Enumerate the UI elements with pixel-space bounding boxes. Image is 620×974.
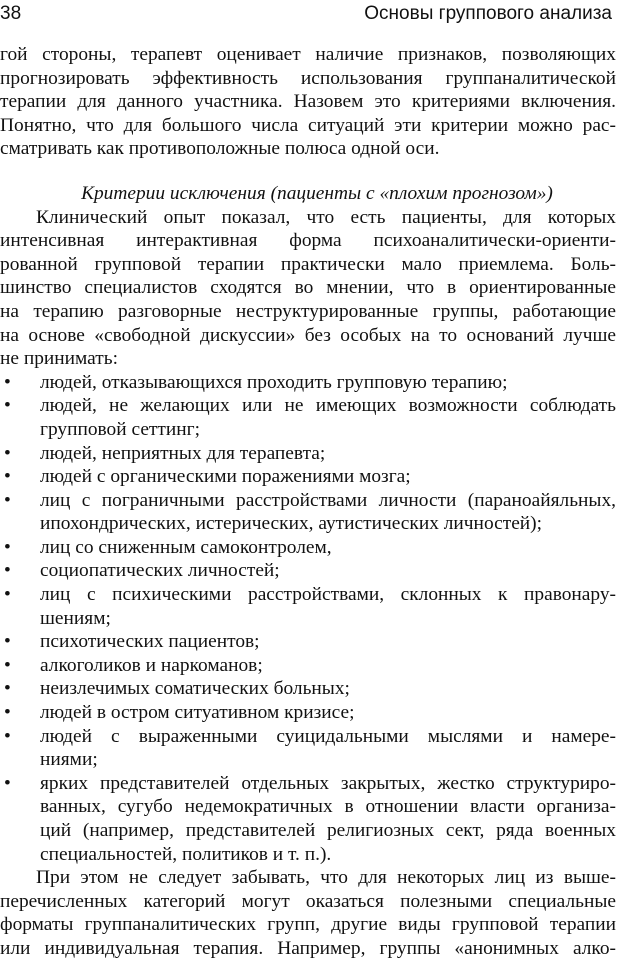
text-line: терапии для данного участника. Назовем это критериями включения. (0, 91, 616, 113)
text-line: прогнозировать эффективность использования группаналитической (0, 67, 616, 89)
text-line: или индивидуальная терапия. Например, группы «анонимных алко- (0, 937, 616, 959)
list-item (0, 465, 616, 489)
text-line: При этом не следует забывать, что для некоторых лиц из выше- (36, 867, 616, 889)
list-item (0, 630, 616, 654)
bullet-icon: • (4, 772, 11, 794)
list-item-line: шениям; (40, 607, 111, 629)
list-item (0, 442, 616, 466)
page-body (0, 43, 616, 961)
list-item-line: психотических пациентов; (40, 631, 260, 653)
list-item-line: социопатических личностей; (40, 560, 280, 582)
list-item-line: лиц с пограничными расстройствами личности (параноайяльных, (40, 489, 616, 511)
list-item (0, 536, 616, 560)
list-item-line: ванных, сугубо недемократичных в отношении власти организа- (40, 796, 616, 818)
list-item-line: людей, неприятных для терапевта; (40, 442, 326, 464)
list-item (0, 583, 616, 630)
text-line: рованной групповой терапии практически мало приемлема. Боль- (0, 253, 616, 275)
bullet-icon: • (4, 560, 11, 582)
bullet-icon: • (4, 584, 11, 606)
text-line: гой стороны, терапевт оценивает наличие признаков, позволяющих (0, 44, 616, 65)
list-item-line: неизлечимых соматических больных; (40, 678, 350, 700)
section-subheading: Критерии исключения (пациенты с «плохим прогнозом») (81, 182, 553, 204)
list-item-line: ций (например, представителей религиозных сект, ряда военных (40, 820, 616, 841)
list-item-line: людей в остром ситуативном кризисе; (40, 702, 355, 724)
exclusion-criteria-list (0, 371, 616, 866)
list-item-line: лиц со сниженным самоконтролем, (40, 536, 332, 558)
text-line: Понятно, что для большого числа ситуаций эти критерии можно рас- (0, 114, 616, 136)
bullet-icon: • (4, 631, 11, 653)
text-line: Клинический опыт показал, что есть пациенты, для которых (36, 206, 616, 228)
list-item (0, 725, 616, 772)
list-item-line: ниями; (40, 749, 98, 771)
text-line: шинство специалистов сходятся во мнении, что в ориентированные (0, 277, 616, 299)
bullet-icon: • (4, 725, 11, 747)
list-item (0, 677, 616, 701)
bullet-icon: • (4, 654, 11, 676)
list-item-line: людей, отказывающихся проходить групповую терапию; (40, 371, 508, 393)
list-item (0, 772, 616, 866)
list-item (0, 489, 616, 536)
list-item (0, 701, 616, 725)
list-item-line: алкоголиков и наркоманов; (40, 654, 263, 676)
list-item (0, 371, 616, 395)
paragraph-intro (0, 206, 616, 371)
text-line: форматы группаналитических групп, другие виды групповой терапии (0, 914, 616, 936)
paragraph-closing (0, 866, 616, 960)
text-line: сматривать как противоположные полюса одной оси. (0, 138, 440, 160)
bullet-icon: • (4, 678, 11, 700)
text-line: перечисленных категорий могут оказаться полезными специальные (0, 890, 616, 912)
bullet-icon: • (4, 489, 11, 511)
page-header (0, 0, 620, 28)
list-item-line: групповой сеттинг; (40, 418, 200, 440)
list-item-line: ярких представителей отдельных закрытых, жестко структуриро- (40, 772, 616, 794)
bullet-icon: • (4, 371, 11, 393)
list-item-line: лиц с психическими расстройствами, склонных к правонару- (40, 584, 616, 606)
text-line: интенсивная интерактивная форма психоаналитически-ориенти- (0, 230, 616, 252)
text-line: на основе «свободной дискуссии» без особых на то оснований лучше (0, 324, 616, 346)
bullet-icon: • (4, 395, 11, 417)
bullet-icon: • (4, 536, 11, 558)
running-title: Основы группового анализа (364, 3, 612, 24)
text-line: на терапию разговорные неструктурированные группы, работающие (0, 300, 616, 322)
paragraph-continued (0, 43, 616, 161)
text-line: не принимать: (0, 348, 118, 370)
page-number: 38 (0, 3, 22, 24)
list-item-line: людей с органическими поражениями мозга; (40, 466, 411, 488)
list-item-line: людей с выраженными суицидальными мыслями и намере- (40, 725, 616, 747)
list-item (0, 559, 616, 583)
list-item-line: людей, не желающих или не имеющих возможности соблюдать (40, 395, 616, 417)
bullet-icon: • (4, 442, 11, 464)
list-item-line: специальностей, политиков и т. п.). (40, 843, 332, 865)
list-item (0, 394, 616, 441)
bullet-icon: • (4, 466, 11, 488)
list-item (0, 654, 616, 678)
bullet-icon: • (4, 702, 11, 724)
list-item-line: ипохондрических, истерических, аутистических личностей); (40, 513, 543, 535)
